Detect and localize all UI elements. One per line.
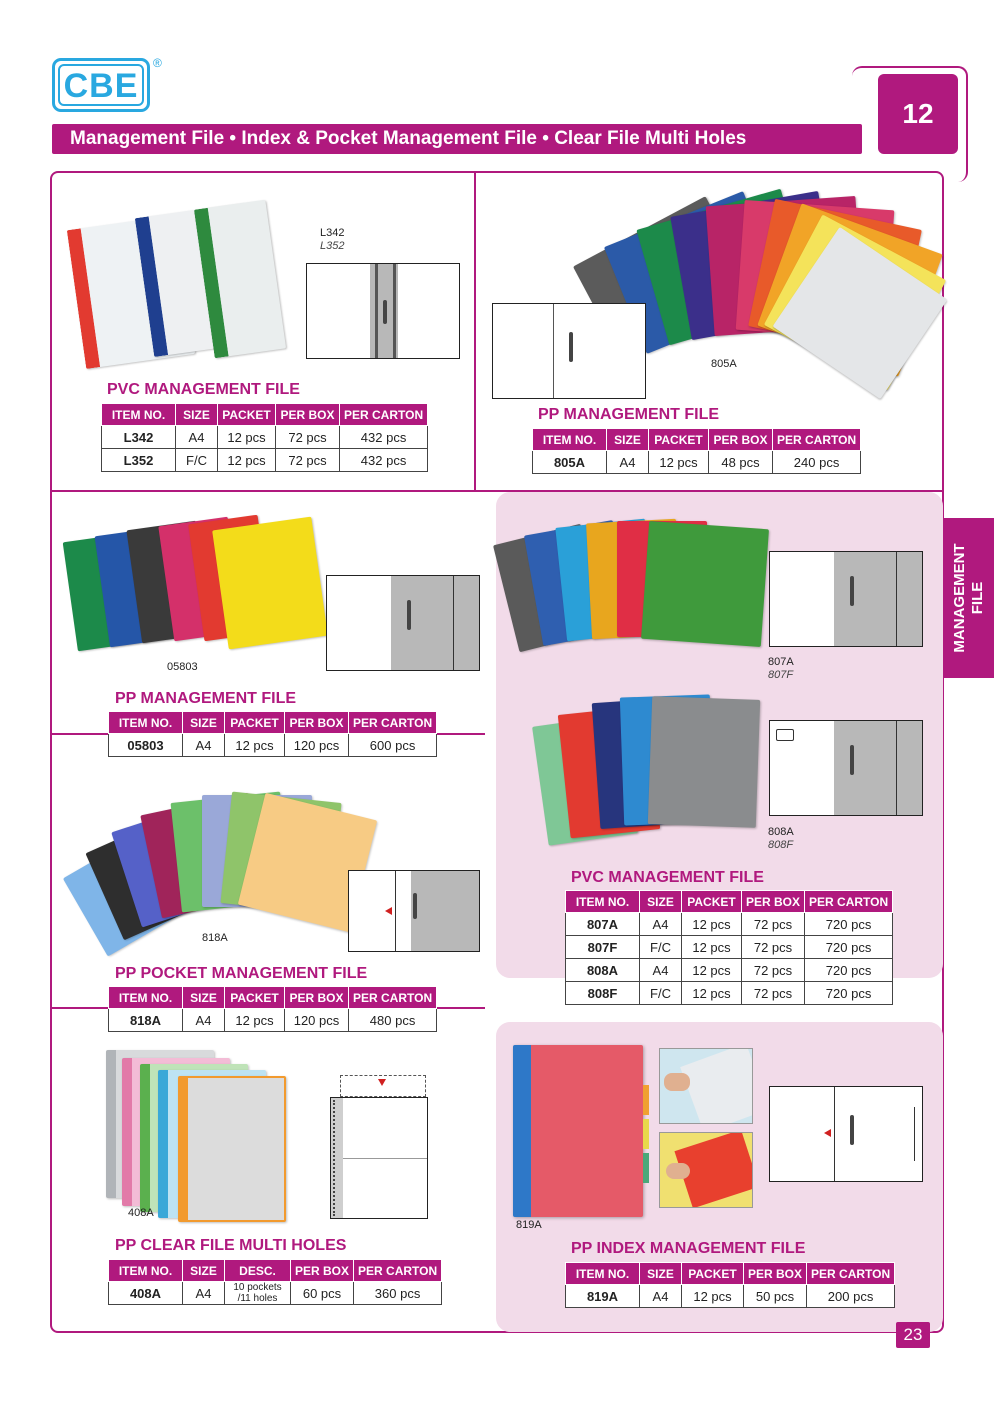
column-header: SIZE xyxy=(183,987,225,1009)
table-row xyxy=(566,959,893,982)
per-carton-cell: 600 pcs xyxy=(349,734,437,757)
column-header: PER BOX xyxy=(285,987,349,1009)
item-no: 808A xyxy=(566,959,640,982)
registered-mark: ® xyxy=(153,56,162,70)
product-image-808a xyxy=(540,690,760,850)
product-image-05803 xyxy=(70,515,325,665)
per-box-cell: 60 pcs xyxy=(291,1282,354,1305)
product-image-408a xyxy=(106,1050,296,1225)
per-box-cell: 48 pcs xyxy=(709,451,773,474)
column-header: ITEM NO. xyxy=(109,1260,183,1282)
column-header: PER CARTON xyxy=(354,1260,442,1282)
caption-808f: 808F xyxy=(768,839,794,851)
item-no: 408A xyxy=(109,1282,183,1305)
page-header-title: Management File • Index & Pocket Management File • Clear File Multi Holes xyxy=(52,124,862,154)
photo-819a-2 xyxy=(659,1132,753,1208)
desc-cell: 10 pockets /11 holes xyxy=(225,1282,291,1305)
product-image-807a xyxy=(505,515,767,660)
per-carton-cell: 720 pcs xyxy=(805,982,893,1005)
size-cell: F/C xyxy=(640,936,682,959)
size-cell: A4 xyxy=(607,451,649,474)
column-header: ITEM NO. xyxy=(566,1263,640,1285)
divider xyxy=(51,490,943,492)
section-title-408a: PP CLEAR FILE MULTI HOLES xyxy=(115,1237,347,1254)
column-header: ITEM NO. xyxy=(102,404,176,426)
packet-cell: 12 pcs xyxy=(682,959,742,982)
caption-05803: 05803 xyxy=(167,661,198,673)
per-carton-cell: 200 pcs xyxy=(807,1285,895,1308)
diagram-408a xyxy=(330,1097,428,1219)
item-no: 808F xyxy=(566,982,640,1005)
column-header: PER BOX xyxy=(709,429,773,451)
column-header: SIZE xyxy=(183,712,225,734)
column-header: SIZE xyxy=(640,1263,682,1285)
table-header-row xyxy=(102,404,428,426)
product-image-l342 xyxy=(76,200,306,370)
table-row xyxy=(533,451,861,474)
diagram-805a xyxy=(492,303,646,399)
column-header: DESC. xyxy=(225,1260,291,1282)
table-row xyxy=(102,426,428,449)
diagram-408a-top xyxy=(340,1075,426,1097)
per-carton-cell: 720 pcs xyxy=(805,913,893,936)
per-carton-cell: 480 pcs xyxy=(349,1009,437,1032)
size-cell: A4 xyxy=(640,959,682,982)
size-cell: A4 xyxy=(640,913,682,936)
size-cell: F/C xyxy=(640,982,682,1005)
column-header: PACKET xyxy=(225,987,285,1009)
spec-table-807a xyxy=(565,890,893,1005)
item-no: 05803 xyxy=(109,734,183,757)
column-header: SIZE xyxy=(183,1260,225,1282)
section-title-05803: PP MANAGEMENT FILE xyxy=(115,690,297,707)
packet-cell: 12 pcs xyxy=(682,913,742,936)
brand-logo-text: CBE xyxy=(58,64,144,106)
caption-819a: 819A xyxy=(516,1219,542,1231)
table-header-row xyxy=(533,429,861,451)
column-header: SIZE xyxy=(640,891,682,913)
packet-cell: 12 pcs xyxy=(218,449,276,472)
table-row xyxy=(109,734,437,757)
column-header: PER CARTON xyxy=(773,429,861,451)
caption-808a: 808A xyxy=(768,826,794,838)
table-row xyxy=(109,1009,437,1032)
diagram-05803 xyxy=(326,575,480,671)
product-image-819a xyxy=(513,1045,643,1217)
page-number: 23 xyxy=(896,1322,930,1348)
diagram-807a xyxy=(769,551,923,647)
section-title-805a: PP MANAGEMENT FILE xyxy=(538,406,720,423)
spec-table-819a xyxy=(565,1262,895,1308)
column-header: PACKET xyxy=(218,404,276,426)
column-header: ITEM NO. xyxy=(109,712,183,734)
chapter-number: 12 xyxy=(878,74,958,154)
diagram-808a xyxy=(769,720,923,816)
per-carton-cell: 720 pcs xyxy=(805,936,893,959)
item-no: 819A xyxy=(566,1285,640,1308)
column-header: ITEM NO. xyxy=(566,891,640,913)
section-title-l342: PVC MANAGEMENT FILE xyxy=(107,381,300,398)
spec-table-05803 xyxy=(108,711,437,757)
item-no: 807F xyxy=(566,936,640,959)
column-header: PER CARTON xyxy=(340,404,428,426)
product-image-818a xyxy=(78,785,378,945)
table-header-row xyxy=(109,712,437,734)
diagram-818a xyxy=(348,870,480,952)
per-box-cell: 120 pcs xyxy=(285,734,349,757)
per-box-cell: 120 pcs xyxy=(285,1009,349,1032)
packet-cell: 12 pcs xyxy=(218,426,276,449)
column-header: PER BOX xyxy=(291,1260,354,1282)
packet-cell: 12 pcs xyxy=(682,1285,744,1308)
column-header: PER CARTON xyxy=(349,712,437,734)
section-title-819a: PP INDEX MANAGEMENT FILE xyxy=(571,1240,806,1257)
packet-cell: 12 pcs xyxy=(225,1009,285,1032)
packet-cell: 12 pcs xyxy=(682,982,742,1005)
per-box-cell: 72 pcs xyxy=(742,982,805,1005)
brand-logo xyxy=(52,58,150,112)
column-header: PER BOX xyxy=(744,1263,807,1285)
column-header: PACKET xyxy=(649,429,709,451)
column-header: PER CARTON xyxy=(805,891,893,913)
spec-table-408a xyxy=(108,1259,442,1305)
table-row xyxy=(566,913,893,936)
per-box-cell: 72 pcs xyxy=(742,959,805,982)
column-header: PER BOX xyxy=(285,712,349,734)
diagram-819a xyxy=(769,1086,923,1182)
size-cell: A4 xyxy=(176,426,218,449)
size-cell: A4 xyxy=(183,734,225,757)
caption-805a: 805A xyxy=(711,358,737,370)
item-no: L342 xyxy=(102,426,176,449)
packet-cell: 12 pcs xyxy=(649,451,709,474)
size-cell: F/C xyxy=(176,449,218,472)
diagram-l342 xyxy=(306,263,460,359)
spec-table-l342 xyxy=(101,403,428,472)
spec-table-805a xyxy=(532,428,861,474)
table-row xyxy=(566,1285,895,1308)
per-box-cell: 50 pcs xyxy=(744,1285,807,1308)
per-carton-cell: 360 pcs xyxy=(354,1282,442,1305)
table-header-row xyxy=(566,891,893,913)
table-row xyxy=(102,449,428,472)
item-no: 805A xyxy=(533,451,607,474)
column-header: ITEM NO. xyxy=(533,429,607,451)
per-box-cell: 72 pcs xyxy=(742,913,805,936)
column-header: PER BOX xyxy=(276,404,340,426)
spec-table-818a xyxy=(108,986,437,1032)
table-row xyxy=(566,936,893,959)
side-tab-line2: FILE xyxy=(969,581,986,615)
table-header-row xyxy=(566,1263,895,1285)
size-cell: A4 xyxy=(640,1285,682,1308)
section-title-807a: PVC MANAGEMENT FILE xyxy=(571,869,764,886)
per-box-cell: 72 pcs xyxy=(742,936,805,959)
item-no: L352 xyxy=(102,449,176,472)
item-no: 818A xyxy=(109,1009,183,1032)
column-header: PACKET xyxy=(225,712,285,734)
column-header: PER BOX xyxy=(742,891,805,913)
table-header-row xyxy=(109,1260,442,1282)
per-carton-cell: 432 pcs xyxy=(340,426,428,449)
per-box-cell: 72 pcs xyxy=(276,426,340,449)
size-cell: A4 xyxy=(183,1009,225,1032)
table-row xyxy=(109,1282,442,1305)
column-header: SIZE xyxy=(176,404,218,426)
column-header: PACKET xyxy=(682,891,742,913)
caption-807f: 807F xyxy=(768,669,794,681)
table-header-row xyxy=(109,987,437,1009)
caption-l342: L342 xyxy=(320,227,345,239)
photo-819a-1 xyxy=(659,1048,753,1124)
packet-cell: 12 pcs xyxy=(682,936,742,959)
packet-cell: 12 pcs xyxy=(225,734,285,757)
section-title-818a: PP POCKET MANAGEMENT FILE xyxy=(115,965,368,982)
caption-807a: 807A xyxy=(768,656,794,668)
table-row xyxy=(566,982,893,1005)
per-carton-cell: 432 pcs xyxy=(340,449,428,472)
column-header: PER CARTON xyxy=(807,1263,895,1285)
item-no: 807A xyxy=(566,913,640,936)
column-header: ITEM NO. xyxy=(109,987,183,1009)
side-tab-line1: MANAGEMENT xyxy=(951,543,968,653)
caption-818a: 818A xyxy=(202,932,228,944)
column-header: SIZE xyxy=(607,429,649,451)
per-carton-cell: 240 pcs xyxy=(773,451,861,474)
caption-l352: L352 xyxy=(320,240,345,252)
column-header: PACKET xyxy=(682,1263,744,1285)
side-tab xyxy=(944,518,994,678)
divider xyxy=(474,172,476,490)
column-header: PER CARTON xyxy=(349,987,437,1009)
caption-408a: 408A xyxy=(128,1207,154,1219)
size-cell: A4 xyxy=(183,1282,225,1305)
per-box-cell: 72 pcs xyxy=(276,449,340,472)
per-carton-cell: 720 pcs xyxy=(805,959,893,982)
